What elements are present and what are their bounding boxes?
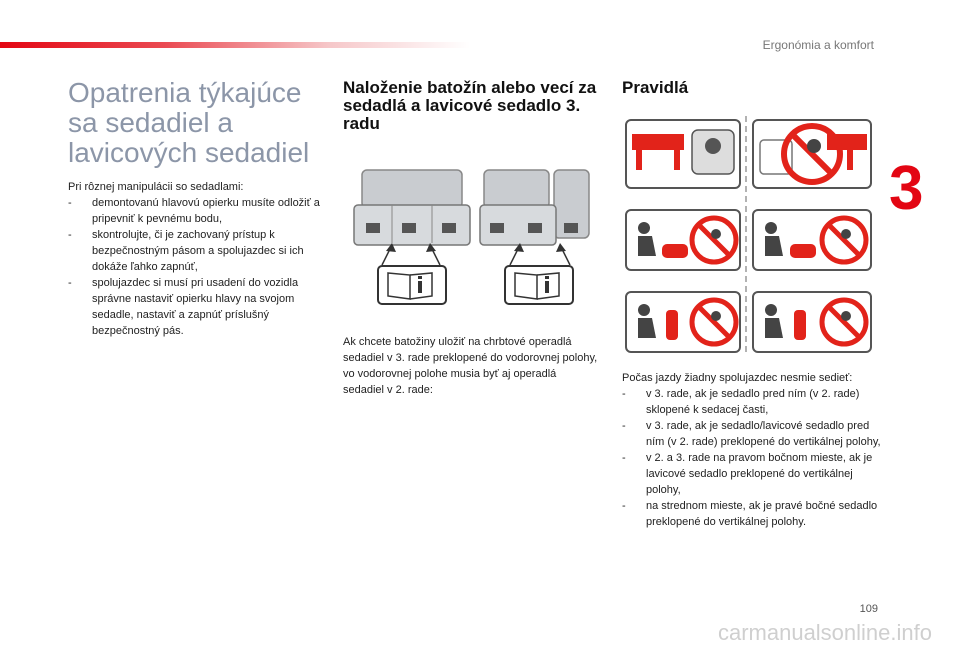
list-item: - demontovanú hlavovú opierku musíte odložiť a pripevniť k pevnému bodu,: [68, 195, 333, 227]
split-bench-illustration: [480, 170, 589, 245]
col1-body: [68, 179, 333, 339]
rule-panel-side-seat: [626, 292, 740, 352]
list-item: - v 3. rade, ak je sedadlo pred ním (v 2. rade) sklopené k sedacej časti,: [622, 386, 884, 418]
chapter-number: 3: [889, 154, 924, 223]
no-passenger-icon: [753, 210, 871, 270]
col3-title: Pravidlá: [622, 78, 689, 97]
col3-intro: Počas jazdy žiadny spolujazdec nesmie sedieť:: [622, 372, 853, 384]
list-item: - v 3. rade, ak je sedadlo/lavicové sedadlo pred ním (v 2. rade) preklopené do vertikálnej polohy,: [622, 418, 884, 450]
list-item: - skontrolujte, či je zachovaný prístup k bezpečnostným pásom a spolujazdec si ich dokáže ľahko zapnúť,: [68, 227, 333, 275]
header-accent-bar: [0, 42, 470, 48]
book-info-icon: [378, 266, 446, 304]
list-item: - spolujazdec si musí pri usadení do vozidla správne nastaviť opierku hlavy na svojom sedadle, nastaviť a zapnúť príslušný bezpečnostný pás.: [68, 275, 333, 339]
rules-illustrations: [622, 116, 877, 356]
rule-panel-upright-seat: [626, 210, 740, 270]
luggage-illustration: [352, 165, 597, 310]
col2-text: Ak chcete batožiny uložiť na chrbtové operadlá sedadiel v 3. rade preklopené do vodorovnej polohy, vo vodorovnej polohe musia byť aj operadlá sedadiel v 2. rade:: [343, 336, 598, 396]
watermark: carmanualsonline.info: [717, 620, 932, 645]
page-title: Opatrenia týkajúce sa sedadiel a lavicových sedadiel: [68, 77, 310, 168]
arrow-up-icon: [382, 243, 570, 265]
col2-title: Naloženie batožín alebo vecí za sedadlá a lavicové sedadlo 3. radu: [343, 78, 597, 133]
col3-list: [622, 386, 884, 530]
no-passenger-icon: [753, 292, 871, 352]
list-item: - na strednom mieste, ak je pravé bočné sedadlo preklopené do vertikálnej polohy.: [622, 498, 884, 530]
folded-bench-illustration: [354, 170, 470, 245]
list-item: - v 2. a 3. rade na pravom bočnom mieste, ak je lavicové sedadlo preklopené do vertikálnej polohy,: [622, 450, 884, 498]
col1-list: [68, 195, 333, 339]
page-number: 109: [859, 603, 878, 615]
rule-panel-folded-seat: [626, 120, 740, 188]
col3-body: [622, 370, 884, 530]
no-passenger-icon: [753, 120, 871, 188]
book-info-icon: [505, 266, 573, 304]
col1-intro: Pri rôznej manipulácii so sedadlami:: [68, 181, 244, 193]
section-title: Ergonómia a komfort: [762, 38, 874, 52]
